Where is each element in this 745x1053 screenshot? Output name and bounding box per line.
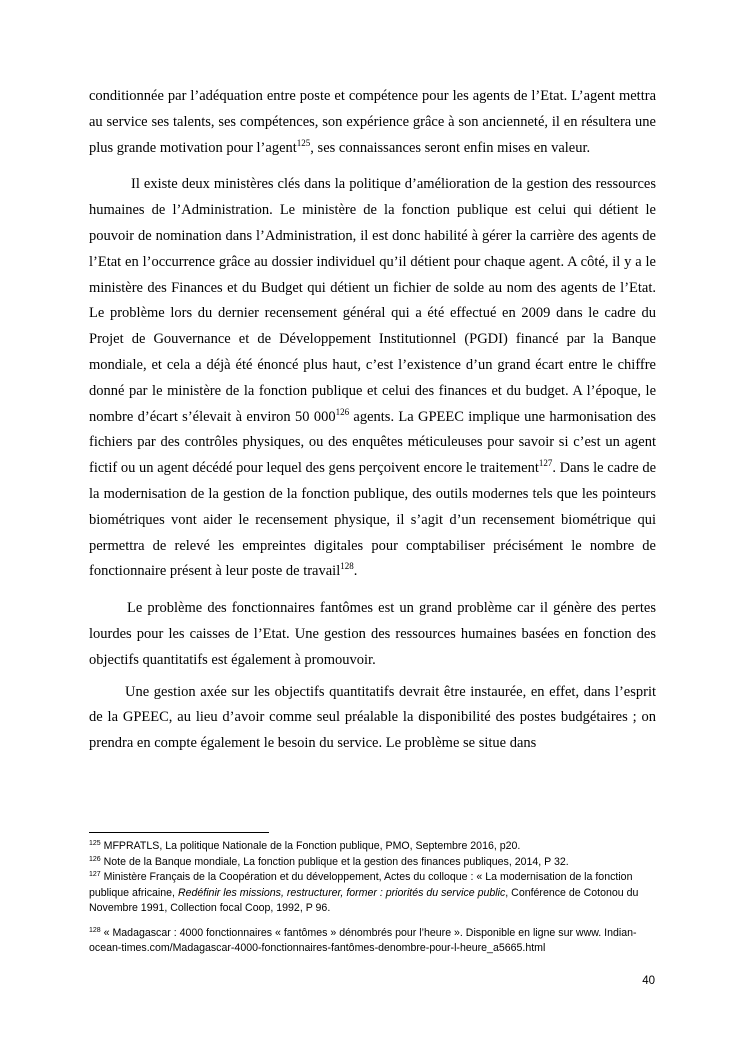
footnote	[89, 839, 664, 855]
footnote-text: Ministère Français de la Coopération et du développement, Actes du colloque : « La modernisation de la fonction publique africaine,	[89, 871, 633, 899]
footnote-text: « Madagascar : 4000 fonctionnaires « fantômes » dénombrés pour l’heure ». Disponible en ligne sur www. Indian-ocean-times.com/Madagascar-4000-fonctionnaires-fantômes-denombre-pour-l-heure_a5665.html	[89, 926, 637, 954]
footnote	[89, 926, 664, 957]
page-number: 40	[642, 975, 655, 987]
footnote-number: 128	[89, 926, 101, 934]
footnote-ref[interactable]: 125	[296, 137, 311, 148]
paragraph: Une gestion axée sur les objectifs quantitatifs devrait être instaurée, en effet, dans l’esprit de la GPEEC, au lieu d’avoir comme seul préalable la disponibilité des postes budgétaires ; on prendra en compte également le besoin du service. Le problème se situe dans	[89, 683, 656, 752]
text-run: . Dans le cadre de la modernisation de la gestion de la fonction publique, des outils modernes tels que les pointeurs biométriques vont aider le recensement physique, il s’agit d’un recensement biométrique qui permettra de relevé les empreintes digitales pour comptabiliser précisément le nombre de fonctionnaire présent à leur poste de travail	[89, 460, 657, 580]
paragraph	[89, 84, 656, 161]
footnote-separator	[89, 832, 269, 833]
footnote-title: Redéfinir les missions, restructurer, former : priorités du service public	[177, 886, 506, 899]
text-run: Il existe deux ministères clés dans la politique d’amélioration de la gestion des ressources humaines de l’Administration. Le ministère de la fonction publique est celui qui détient le pouvoir de nomination dans l’Administration, il est donc habilité à gérer la carrière des agents de l’Etat en l’occurrence grâce au dossier individuel qu’il détient pour chaque agent. A côté, il y a le ministère des Finances et du Budget qui détient un fichier de solde au nom des agents de l’Etat. Le problème lors du dernier recensement général qui a été effectué en 2009 dans le cadre du Projet de Gouvernance et de Développement Institutionnel (PGDI) financé par la Banque mondiale, et cela a déjà été énoncé plus haut, c’est l’existence d’un grand écart entre le chiffre donné par le ministère de la fonction publique et celui des finances et du budget. A l’époque, le nombre d’écart s’élevait à environ 50 000	[89, 176, 656, 425]
footnote	[89, 870, 664, 917]
paragraph	[89, 172, 656, 585]
text-run: agents. La GPEEC implique une harmonisation des fichiers par des contrôles physiques, ou des enquêtes méticuleuses pour savoir si c’est un agent fictif ou un agent décédé pour lequel des gens perçoivent encore le traitement	[89, 408, 656, 477]
footnote-text: , Conférence de Cotonou du Novembre 1991, Collection focal Coop, 1992, P 96.	[89, 886, 639, 914]
paragraph: Le problème des fonctionnaires fantômes est un grand problème car il génère des pertes lourdes pour les caisses de l’Etat. Une gestion des ressources humaines basées en fonction des objectifs quantitatifs est également à promouvoir.	[89, 600, 656, 668]
footnote	[89, 855, 664, 871]
footnote-text: MFPRATLS, La politique Nationale de la Fonction publique, PMO, Septembre 2016, p20.	[100, 840, 521, 852]
main-text	[89, 84, 656, 757]
footnote-number: 127	[89, 871, 101, 878]
text-run: , ses connaissances seront enfin mises en valeur.	[310, 139, 591, 156]
text-run: conditionnée par l’adéquation entre poste et compétence pour les agents de l’Etat. L’agent mettra au service ses talents, ses compétences, son expérience grâce à son ancienneté, il en résultera une plus grande motivation pour l’agent	[89, 88, 656, 156]
footnote-ref[interactable]: 128	[340, 561, 354, 572]
footnotes	[89, 839, 664, 957]
footnote-ref[interactable]: 127	[538, 458, 553, 469]
footnote-ref[interactable]: 126	[335, 406, 350, 417]
footnote-number: 126	[89, 855, 101, 863]
footnote-number: 125	[89, 840, 101, 847]
footnote-text: Note de la Banque mondiale, La fonction publique et la gestion des finances publiques, 2014, P 32.	[100, 855, 569, 868]
text-run: .	[353, 563, 358, 580]
